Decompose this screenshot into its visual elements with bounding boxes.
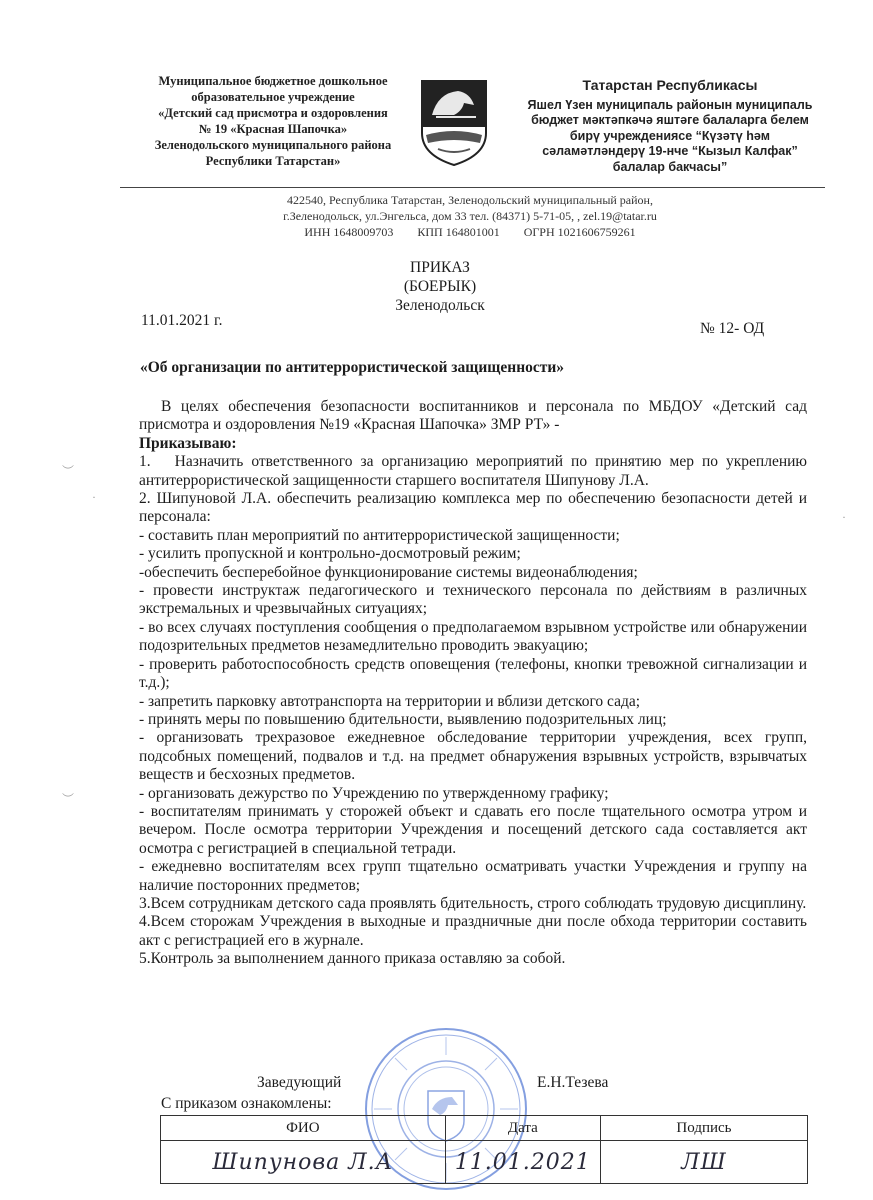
header-right-org-name [505,78,835,175]
header-left-line: «Детский сад присмотра и оздоровления [158,106,388,120]
acknowledged-label: С приказом ознакомлены: [161,1095,332,1112]
order-item: 1. Назначить ответственного за организацию мероприятий по принятию мер по укреплению антитеррористической защищенности старшего воспитателя Шипунову Л.А. [139,453,811,489]
order-item: 3.Всем сотрудникам детского сада проявлять бдительность, строго соблюдать трудовую дисциплину. [139,894,807,912]
order-item: - составить план мероприятий по антитеррористической защищенности; [139,526,620,544]
header-divider [120,187,825,188]
header-left-line: Муниципальное бюджетное дошкольное [158,74,388,88]
order-word: Приказываю: [139,434,237,452]
zelenodolsk-emblem [418,75,490,167]
order-item: - во всех случаях поступления сообщения о предполагаемом взрывном устройстве или обнаружении подозрительных предметов незамедлительно проводить эвакуацию; [139,618,807,655]
order-date: 11.01.2021 г. [141,312,223,329]
column-header-signature: Подпись [600,1116,807,1141]
header-left-line: № 19 «Красная Шапочка» [198,122,348,136]
order-item: 2. Шипуновой Л.А. обеспечить реализацию комплекса мер по обеспечению безопасности детей и персонала: [139,490,807,526]
table-header-row [161,1116,808,1141]
header-right-line: сәламәтләндерү 19-нче “Кызыл Калфак” [542,144,798,158]
order-item: - запретить парковку автотранспорта на территории и вблизи детского сада; [139,692,641,710]
order-item: -обеспечить бесперебойное функционирование системы видеонаблюдения; [139,563,638,581]
header-left-line: Зеленодольского муниципального района [154,138,392,152]
order-item: - усилить пропускной и контрольно-досмотровый режим; [139,545,521,563]
address-block [130,192,810,240]
order-item: 4.Всем сторожам Учреждения в выходные и праздничные дни после обхода территории составить акт с регистрацией его в журнале. [139,913,807,949]
handwritten-signature: ЛШ [600,1141,807,1184]
order-item: - воспитателям принимать у сторожей объект и сдавать его после тщательного осмотра утром и вечером. После осмотра территории Учреждения и посещений детского сада составляется акт осмотра с регистрацией в специальной тетради. [139,802,807,857]
scan-mark: ︶ [62,792,75,806]
order-item: - организовать дежурство по Учреждению по утвержденному графику; [139,784,609,802]
intro-paragraph: В целях обеспечения безопасности воспитанников и персонала по МБДОУ «Детский сад присмотра и оздоровления №19 «Красная Шапочка» ЗМР РТ» - [139,398,807,434]
order-item: - организовать трехразовое ежедневное обследование территории учреждения, всех групп, подсобных помещений, подвалов и т.д. на предмет обнаружения взрывных устройств, взрывчатых веществ и бесхозных предметов. [139,729,807,784]
order-body [139,398,811,969]
header-right-line: бирү учреждениясе “Күзәтү һәм [569,128,771,143]
header-right-line: бюджет мәктәпкәчә яштәге балаларга белем [531,113,809,127]
order-title: ПРИКАЗ [410,259,470,276]
header-right-republic: Татарстан Республикасы [582,77,758,93]
column-header-fio: ФИО [161,1116,446,1141]
scan-mark: ︶ [62,464,75,478]
order-number: № 12- ОД [700,320,765,337]
scan-dot: · [842,510,846,524]
order-item: 5.Контроль за выполнением данного приказа оставляю за собой. [139,950,566,968]
order-title-block [300,258,580,315]
order-item: - принять меры по повышению бдительности, выявлению подозрительных лиц; [139,710,667,728]
requisites-line: ИНН 1648009703 КПП 164801001 ОГРН 1021606759261 [304,225,636,239]
address-line: г.Зеленодольск, ул.Энгельса, дом 33 тел. (84371) 5-71-05, , zel.19@tatar.ru [283,209,657,223]
address-line: 422540, Республика Татарстан, Зеленодольский муниципальный район, [287,193,653,207]
order-item: - ежедневно воспитателям всех групп тщательно осматривать участки Учреждения и группу на наличие посторонних предметов; [139,858,807,894]
acknowledgement-table [160,1115,808,1184]
header-left-line: образовательное учреждение [191,90,355,104]
order-city: Зеленодольск [395,297,485,314]
handwritten-name: Шипунова Л.А [161,1141,446,1184]
scan-dot: · [92,490,96,504]
signatory-name: Е.Н.Тезева [537,1074,609,1091]
order-subject: «Об организации по антитеррористической защищенности» [140,359,565,376]
table-row [161,1141,808,1184]
signatory-role: Заведующий [257,1074,342,1091]
header-right-line: балалар бакчасы” [612,159,728,174]
order-title-tatar: (БОЕРЫК) [403,278,477,295]
header-left-org-name [118,73,428,169]
header-left-line: Республики Татарстан» [205,154,341,168]
header-right-line: Яшел Үзен муниципаль районын муниципаль [527,97,813,112]
order-item: - проверить работоспособность средств оповещения (телефоны, кнопки тревожной сигнализации и т.д.); [139,655,807,692]
handwritten-date: 11.01.2021 [445,1141,600,1184]
column-header-date: Дата [445,1116,600,1141]
order-item: - провести инструктаж педагогического и технического персонала по действиям в различных экстремальных и чрезвычайных ситуациях; [139,582,807,618]
